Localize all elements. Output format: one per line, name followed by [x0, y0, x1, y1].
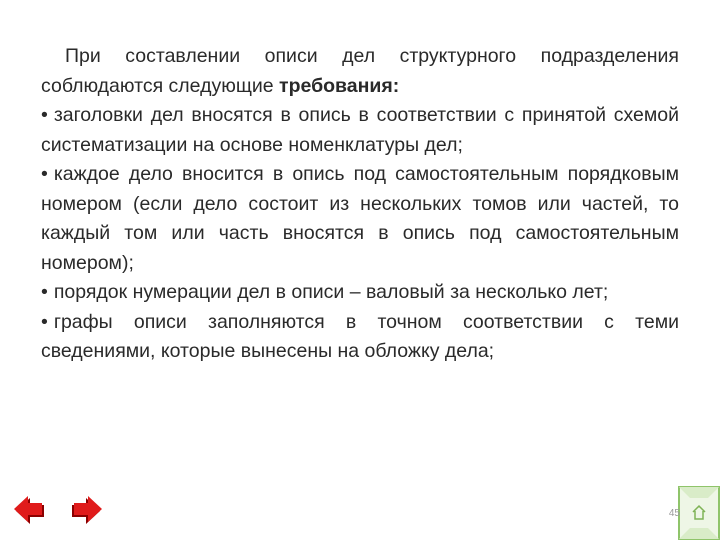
home-button[interactable]: [678, 486, 720, 540]
bullet-marker: •: [41, 310, 48, 333]
intro-emphasis: требования:: [279, 74, 400, 97]
bullet-item: [41, 308, 679, 367]
bullet-marker: •: [41, 281, 48, 303]
next-slide-button[interactable]: [70, 492, 104, 526]
intro-paragraph: [41, 42, 679, 101]
bullet-item: [41, 101, 679, 160]
bullet-text: заголовки дел вносятся в опись в соответствии с принятой схемой систематизации на основе номенклатуры дел;: [41, 104, 679, 156]
intro-text: При составлении описи дел структурного подразделения соблюдаются следующие: [41, 45, 679, 97]
previous-slide-button[interactable]: [12, 492, 46, 526]
arrow-left-icon: [12, 492, 46, 526]
page-number: 45: [668, 508, 680, 519]
bullet-text: порядок нумерации дел в описи – валовый за несколько лет;: [53, 281, 609, 303]
bullet-text: каждое дело вносится в опись под самостоятельным порядковым номером (если дело состоит из нескольких томов или частей, то каждый том или часть вносятся в опись под самостоятельным номером);: [41, 163, 679, 274]
arrow-right-icon: [70, 492, 104, 526]
bullet-item: [41, 278, 679, 308]
bullet-marker: •: [41, 163, 48, 185]
slide-body: [41, 42, 679, 367]
home-icon: [678, 486, 720, 540]
bullet-marker: •: [41, 104, 48, 126]
bullet-text: графы описи заполняются в точном соответствии с теми сведениями, которые вынесены на обложку дела;: [41, 310, 679, 362]
bullet-item: [41, 160, 679, 278]
